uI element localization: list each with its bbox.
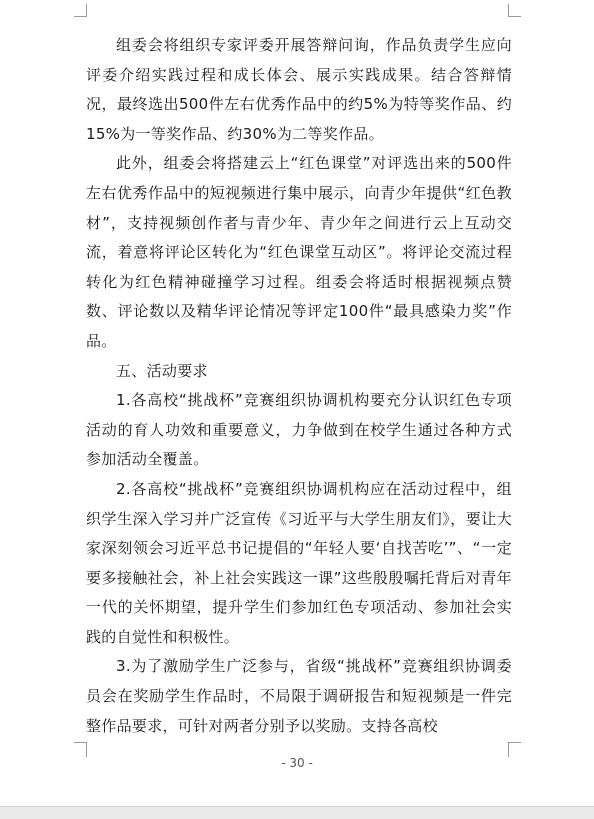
paragraph-requirement-1: 1.各高校“挑战杯”竞赛组织协调机构要充分认识红色专项活动的育人功效和重要意义，力争做到在校学生通过各种方式参加活动全覆盖。 (86, 391, 512, 469)
paragraph-defense-review: 组委会将组织专家评委开展答辩问询，作品负责学生应向评委介绍实践过程和成长体会、展示实践成果。结合答辩情况，最终选出500件左右优秀作品中的约5%为特等奖作品、约15%为一等奖作品、约30%为二等奖作品。 (86, 36, 512, 143)
page-bottom-edge (0, 806, 594, 819)
section-heading-activity-requirements: 五、活动要求 (116, 361, 208, 380)
margin-corner-bottom-left (74, 742, 87, 757)
margin-corner-top-left (74, 4, 87, 17)
margin-corner-top-right (508, 4, 521, 17)
margin-corner-bottom-right (508, 742, 521, 757)
paragraph-requirement-2: 2.各高校“挑战杯”竞赛组织协调机构应在活动过程中，组织学生深入学习并广泛宣传《习近平与大学生朋友们》，要让大家深刻领会习近平总书记提倡的“年轻人要‘自找苦吃’”、“一定要多接触社会，补上社会实践这一课”这些殷殷嘱托背后对青年一代的关怀期望，提升学生们参加红色专项活动、参加社会实践的自觉性和积极性。 (86, 479, 512, 646)
paragraph-cloud-classroom: 此外，组委会将搭建云上“红色课堂”对评选出来的500件左右优秀作品中的短视频进行集中展示，向青少年提供“红色教材”，支持视频创作者与青少年、青少年之间进行云上互动交流，着意将评论区转化为“红色课堂互动区”。将评论交流过程转化为红色精神碰撞学习过程。组委会将适时根据视频点赞数、评论数以及精华评论情况等评定100件“最具感染力奖”作品。 (86, 154, 512, 350)
paragraph-requirement-3: 3.为了激励学生广泛参与，省级“挑战杯”竞赛组织协调委员会在奖励学生作品时，不局限于调研报告和短视频是一件完整作品要求，可针对两者分别予以奖励。支持各高校 (86, 657, 512, 735)
document-body (86, 31, 512, 741)
page-number: - 30 - (281, 756, 313, 770)
